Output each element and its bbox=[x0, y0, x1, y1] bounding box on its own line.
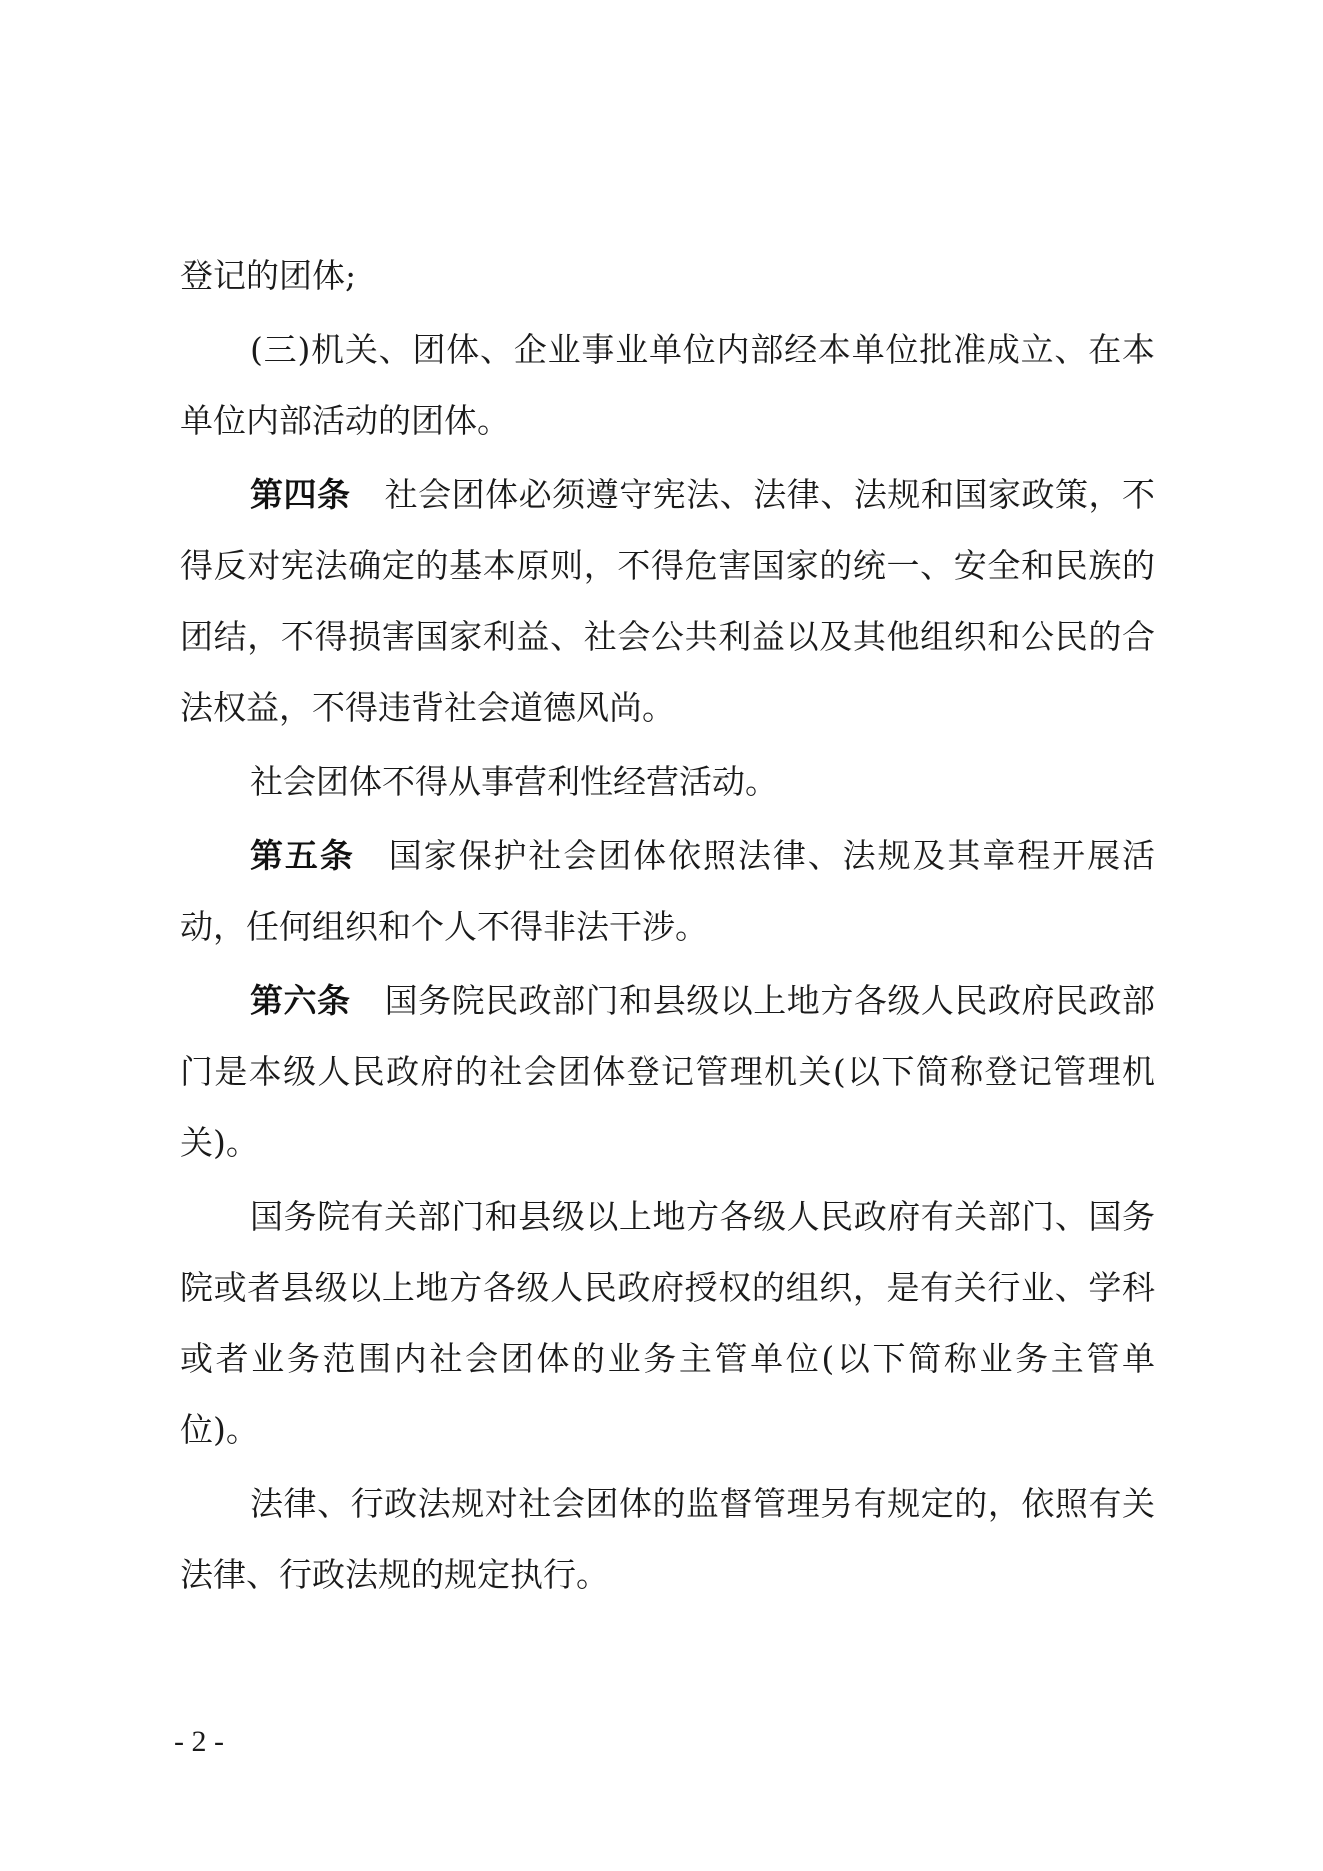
document-body bbox=[180, 240, 1155, 1613]
paragraph-text: 法律、行政法规对社会团体的监督管理另有规定的，依照有关法律、行政法规的规定执行。 bbox=[180, 1484, 1155, 1594]
paragraph-text: 国家保护社会团体依照法律、法规及其章程开展活动，任何组织和个人不得非法干涉。 bbox=[180, 836, 1155, 946]
article-six-clause-two bbox=[180, 1181, 1155, 1465]
paragraph-item-three bbox=[180, 314, 1155, 456]
paragraph-text: 社会团体必须遵守宪法、法律、法规和国家政策，不得反对宪法确定的基本原则，不得危害国家的统一、安全和民族的团结，不得损害国家利益、社会公共利益以及其他组织和公民的合法权益，不得违背社会道德风尚。 bbox=[180, 475, 1156, 727]
article-four bbox=[180, 459, 1155, 743]
paragraph-text: 社会团体不得从事营利性经营活动。 bbox=[250, 762, 778, 801]
paragraph-text: 国务院民政部门和县级以上地方各级人民政府民政部门是本级人民政府的社会团体登记管理机关(以下简称登记管理机关)。 bbox=[180, 981, 1156, 1162]
paragraph-text: (三)机关、团体、企业事业单位内部经本单位批准成立、在本单位内部活动的团体。 bbox=[180, 330, 1155, 440]
article-four-clause-two bbox=[180, 746, 1155, 817]
article-six bbox=[180, 965, 1155, 1178]
article-six-clause-three bbox=[180, 1468, 1155, 1610]
article-label: 第四条 bbox=[250, 475, 351, 514]
article-label: 第六条 bbox=[250, 981, 351, 1020]
paragraph-text: 登记的团体; bbox=[180, 256, 357, 295]
article-label: 第五条 bbox=[250, 836, 355, 875]
paragraph-text: 国务院有关部门和县级以上地方各级人民政府有关部门、国务院或者县级以上地方各级人民政府授权的组织，是有关行业、学科或者业务范围内社会团体的业务主管单位(以下简称业务主管单位)。 bbox=[180, 1197, 1155, 1449]
page-number: - 2 - bbox=[174, 1725, 224, 1758]
paragraph-continuation bbox=[180, 240, 1155, 311]
article-five bbox=[180, 820, 1155, 962]
